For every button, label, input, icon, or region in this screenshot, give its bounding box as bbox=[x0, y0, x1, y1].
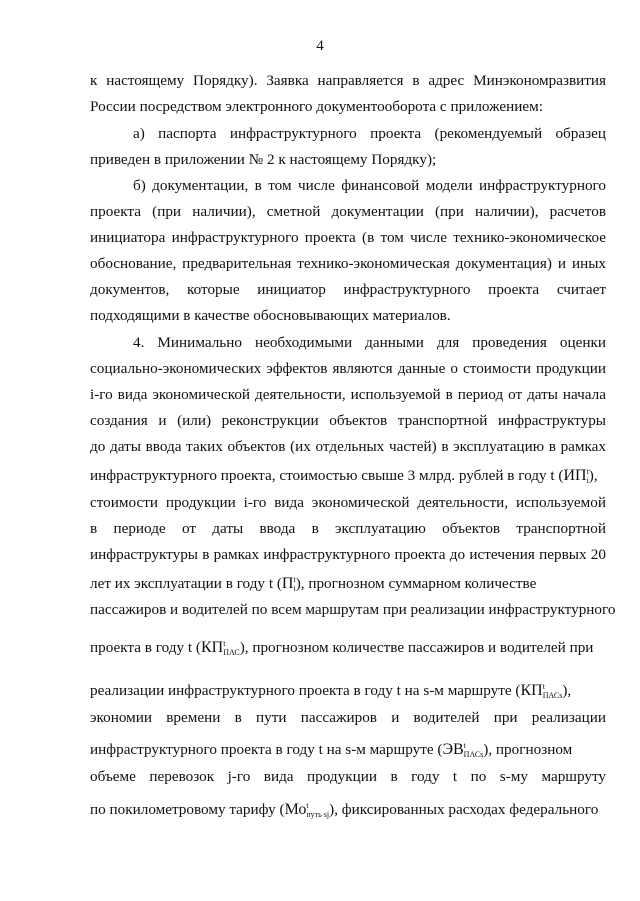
text-line: реализации инфраструктурного проекта в году t на s-м маршруте (КП t ПАСs ), bbox=[90, 682, 572, 700]
text-line: в периоде от даты ввода в эксплуатацию объектов транспортной bbox=[90, 520, 606, 537]
math-symbol: КП t ПАСs bbox=[520, 682, 563, 700]
math-symbol: ИП t i bbox=[563, 467, 589, 485]
text-line: социально-экономических эффектов являются данные о стоимости продукции bbox=[90, 360, 606, 377]
text-line: создания и (или) реконструкции объектов транспортной инфраструктуры bbox=[90, 412, 606, 429]
text-line: до даты ввода таких объектов (их отдельных частей) в эксплуатацию в рамках bbox=[90, 438, 606, 455]
text-line: проекта (при наличии), сметной документации (при наличии), расчетов bbox=[90, 203, 606, 220]
math-symbol: ЭВ t ПАСs bbox=[442, 741, 484, 759]
text-line: инфраструктуры в рамках инфраструктурного проекта до истечения первых 20 bbox=[90, 546, 606, 563]
text-line: приведен в приложении № 2 к настоящему Порядку); bbox=[90, 151, 437, 168]
text-line: проекта в году t (КП t ПАС ), прогнозном количестве пассажиров и водителей при bbox=[90, 639, 594, 657]
text-line: а) паспорта инфраструктурного проекта (рекомендуемый образец bbox=[133, 125, 606, 142]
text-line: б) документации, в том числе финансовой модели инфраструктурного bbox=[133, 177, 606, 194]
text-line: инфраструктурного проекта, стоимостью свыше 3 млрд. рублей в году t (ИП t i ), bbox=[90, 467, 598, 485]
text-line: инфраструктурного проекта в году t на s-м маршруте (ЭВ t ПАСs ), прогнозном bbox=[90, 741, 573, 759]
text-line: России посредством электронного документооборота с приложением: bbox=[90, 98, 543, 115]
text-line: стоимости продукции i-го вида экономической деятельности, используемой bbox=[90, 494, 606, 511]
text-line: подходящими в качестве обосновывающих материалов. bbox=[90, 307, 451, 324]
math-symbol: КП t ПАС bbox=[200, 639, 240, 657]
text-line: лет их эксплуатации в году t (П t i ), прогнозном суммарном количестве bbox=[90, 575, 537, 593]
text-line: пассажиров и водителей по всем маршрутам при реализации инфраструктурного bbox=[90, 601, 616, 618]
text-line: к настоящему Порядку). Заявка направляется в адрес Минэкономразвития bbox=[90, 72, 606, 89]
text-line: по покилометровому тарифу (Мо t путь sj ), фиксированных расходах федерального bbox=[90, 801, 599, 819]
text-line: i-го вида экономической деятельности, используемой в период от даты начала bbox=[90, 386, 606, 403]
text-line: документов, которые инициатор инфраструктурного проекта считает bbox=[90, 281, 606, 298]
text-line: объеме перевозок j-го вида продукции в году t по s-му маршруту bbox=[90, 768, 606, 785]
math-symbol: Мо t путь sj bbox=[284, 801, 330, 819]
page-number: 4 bbox=[316, 38, 324, 54]
text-line: обоснование, предварительная технико-экономическая документация) и иных bbox=[90, 255, 606, 272]
math-symbol: П t i bbox=[281, 575, 296, 593]
text-line: инициатора инфраструктурного проекта (в том числе технико-экономическое bbox=[90, 229, 606, 246]
text-line: экономии времени в пути пассажиров и водителей при реализации bbox=[90, 709, 606, 726]
text-line: 4. Минимально необходимыми данными для проведения оценки bbox=[133, 334, 606, 351]
